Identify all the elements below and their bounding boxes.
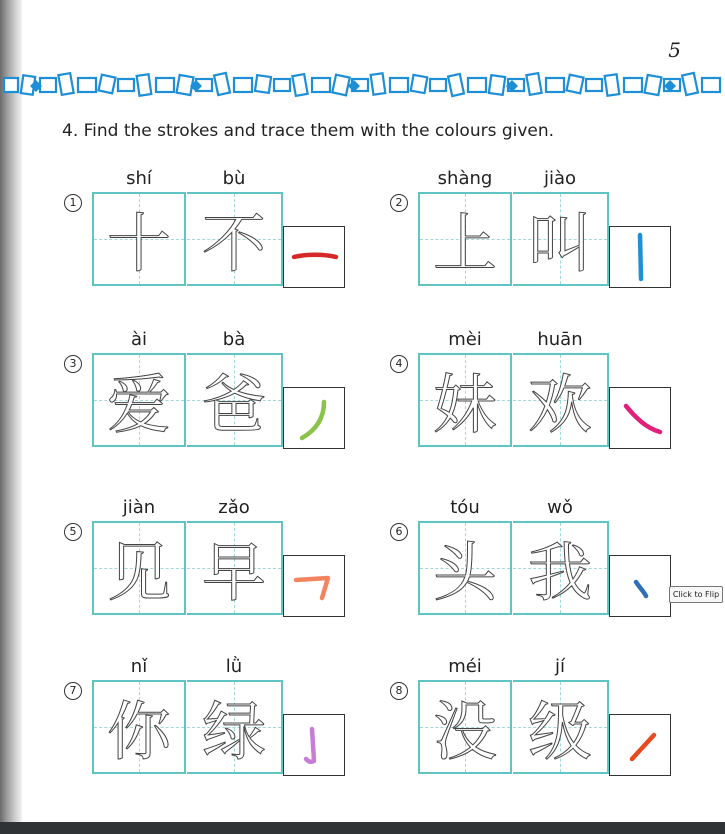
item-number: 5 bbox=[64, 523, 82, 541]
tracing-grid[interactable] bbox=[187, 521, 283, 615]
exercise-item-7 bbox=[64, 656, 364, 784]
item-number: 1 bbox=[64, 194, 82, 212]
pinyin-label: zǎo bbox=[218, 497, 250, 518]
tracing-grid[interactable] bbox=[187, 680, 283, 774]
tracing-grid[interactable] bbox=[92, 192, 186, 286]
stroke-sample-box bbox=[283, 226, 345, 288]
tracing-grid[interactable] bbox=[418, 353, 512, 447]
exercise-item-1 bbox=[64, 168, 364, 296]
dashed-character: 级 bbox=[528, 696, 592, 770]
pinyin-label: bà bbox=[222, 329, 246, 350]
exercise-item-3 bbox=[64, 329, 364, 457]
dashed-character: 欢 bbox=[528, 369, 592, 443]
item-number: 8 bbox=[390, 682, 408, 700]
stroke-sample-box bbox=[609, 226, 671, 288]
item-number: 2 bbox=[390, 194, 408, 212]
tracing-grid[interactable] bbox=[513, 521, 609, 615]
rising-stroke-icon bbox=[610, 715, 670, 775]
pinyin-label: shàng bbox=[437, 168, 493, 189]
exercise-heading: 4. Find the strokes and trace them with the colours given. bbox=[62, 121, 555, 141]
tracing-grid[interactable] bbox=[92, 353, 186, 447]
item-number: 3 bbox=[64, 355, 82, 373]
exercise-item-5 bbox=[64, 497, 364, 625]
item-number: 4 bbox=[390, 355, 408, 373]
pinyin-label: jiào bbox=[543, 168, 577, 189]
item-number: 7 bbox=[64, 682, 82, 700]
dashed-character: 叫 bbox=[528, 208, 592, 282]
vertical-hook-stroke-icon bbox=[284, 715, 344, 775]
pinyin-label: ài bbox=[130, 329, 148, 350]
dashed-character: 没 bbox=[433, 696, 497, 770]
right-falling-stroke-icon bbox=[610, 388, 670, 448]
stroke-sample-box bbox=[283, 555, 345, 617]
horizontal-stroke-icon bbox=[284, 227, 344, 287]
left-falling-stroke-icon bbox=[284, 388, 344, 448]
click-to-flip-button[interactable]: Click to Flip bbox=[669, 586, 723, 603]
tracing-grid[interactable] bbox=[513, 192, 609, 286]
dashed-character: 早 bbox=[202, 537, 266, 611]
pinyin-label: jiàn bbox=[122, 497, 156, 518]
page-number: 5 bbox=[668, 38, 681, 62]
exercise-item-6 bbox=[390, 497, 690, 625]
dashed-character: 你 bbox=[107, 696, 171, 770]
dashed-character: 绿 bbox=[202, 696, 266, 770]
dashed-character: 不 bbox=[202, 208, 266, 282]
dot-stroke-icon bbox=[610, 556, 670, 616]
pinyin-label: jí bbox=[554, 656, 565, 677]
tracing-grid[interactable] bbox=[92, 680, 186, 774]
pinyin-label: nǐ bbox=[130, 656, 148, 677]
pinyin-label: huān bbox=[537, 329, 583, 350]
stroke-sample-box bbox=[283, 387, 345, 449]
tracing-grid[interactable] bbox=[513, 680, 609, 774]
pinyin-label: wǒ bbox=[547, 497, 573, 518]
exercise-item-4 bbox=[390, 329, 690, 457]
exercise-item-8 bbox=[390, 656, 690, 784]
dashed-character: 十 bbox=[107, 208, 171, 282]
dashed-character: 妹 bbox=[433, 369, 497, 443]
pinyin-label: mèi bbox=[448, 329, 482, 350]
item-number: 6 bbox=[390, 523, 408, 541]
dashed-character: 上 bbox=[433, 208, 497, 282]
dashed-character: 爱 bbox=[107, 369, 171, 443]
decorative-border bbox=[0, 70, 725, 102]
viewer-bottom-bar bbox=[0, 822, 725, 834]
horizontal-turning-stroke-icon bbox=[284, 556, 344, 616]
stroke-sample-box bbox=[609, 714, 671, 776]
exercise-item-2 bbox=[390, 168, 690, 296]
dashed-character: 头 bbox=[433, 537, 497, 611]
dashed-character: 爸 bbox=[202, 369, 266, 443]
tracing-grid[interactable] bbox=[513, 353, 609, 447]
pinyin-label: bù bbox=[222, 168, 246, 189]
dashed-character: 见 bbox=[107, 537, 171, 611]
tracing-grid[interactable] bbox=[418, 192, 512, 286]
tracing-grid[interactable] bbox=[92, 521, 186, 615]
pinyin-label: méi bbox=[448, 656, 482, 677]
tracing-grid[interactable] bbox=[187, 353, 283, 447]
stroke-sample-box bbox=[609, 555, 671, 617]
stroke-sample-box bbox=[609, 387, 671, 449]
tracing-grid[interactable] bbox=[187, 192, 283, 286]
tracing-grid[interactable] bbox=[418, 680, 512, 774]
pinyin-label: tóu bbox=[450, 497, 480, 518]
dashed-character: 我 bbox=[528, 537, 592, 611]
stroke-sample-box bbox=[283, 714, 345, 776]
tracing-grid[interactable] bbox=[418, 521, 512, 615]
pinyin-label: shí bbox=[126, 168, 152, 189]
vertical-stroke-icon bbox=[610, 227, 670, 287]
pinyin-label: lǜ bbox=[225, 656, 243, 677]
book-spine bbox=[0, 0, 22, 822]
